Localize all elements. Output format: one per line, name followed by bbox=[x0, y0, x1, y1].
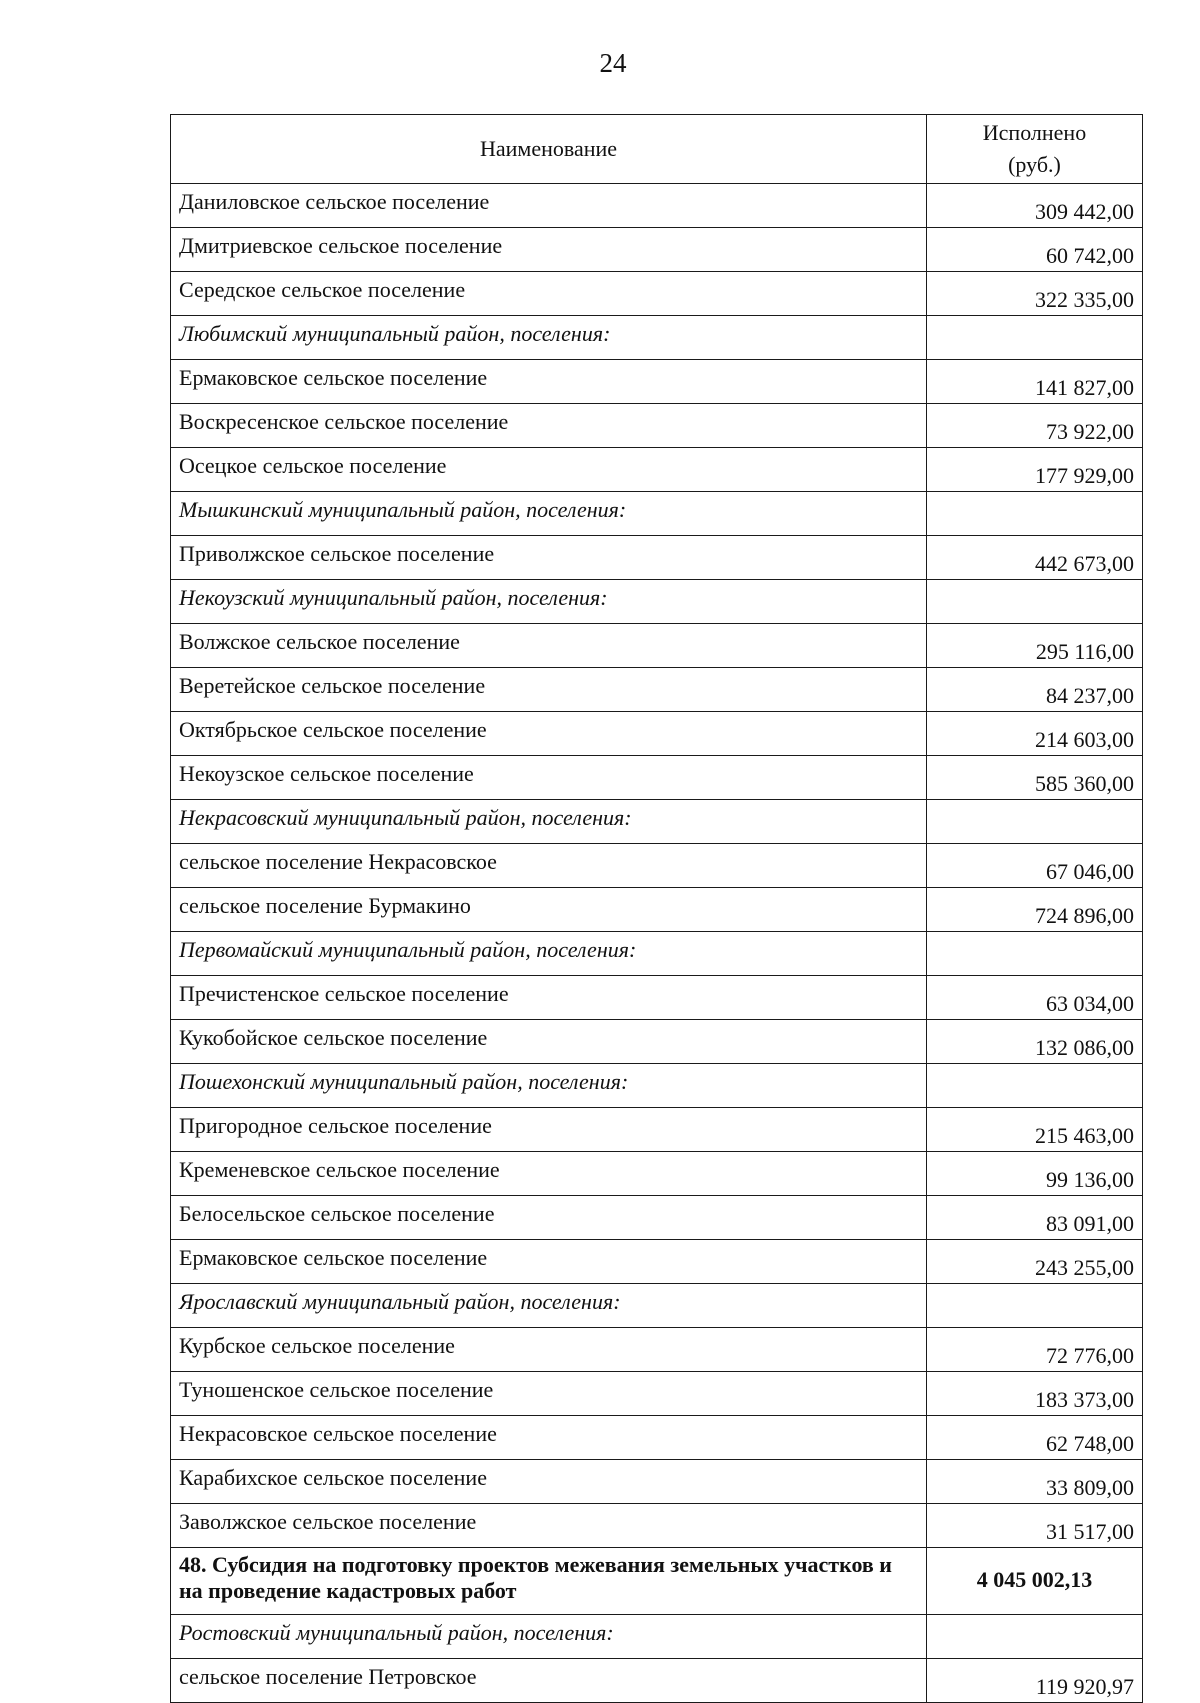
amount-cell: 62 748,00 bbox=[927, 1416, 1143, 1460]
district-name-cell: Первомайский муниципальный район, поселения: bbox=[171, 932, 927, 976]
table-row bbox=[171, 1152, 1143, 1196]
amount-cell bbox=[927, 1284, 1143, 1328]
table-row bbox=[171, 1659, 1143, 1703]
amount-cell: 724 896,00 bbox=[927, 888, 1143, 932]
amount-cell: 73 922,00 bbox=[927, 404, 1143, 448]
table-row bbox=[171, 1460, 1143, 1504]
district-heading-row bbox=[171, 492, 1143, 536]
settlement-name-cell: Середское сельское поселение bbox=[171, 272, 927, 316]
table-row bbox=[171, 1108, 1143, 1152]
table-row bbox=[171, 668, 1143, 712]
district-name-cell: Ростовский муниципальный район, поселения: bbox=[171, 1615, 927, 1659]
table-row bbox=[171, 1416, 1143, 1460]
table-row bbox=[171, 1504, 1143, 1548]
amount-cell: 322 335,00 bbox=[927, 272, 1143, 316]
page-number: 24 bbox=[599, 48, 627, 78]
settlement-name-cell: Воскресенское сельское поселение bbox=[171, 404, 927, 448]
settlement-name-cell: Ермаковское сельское поселение bbox=[171, 1240, 927, 1284]
settlement-name-cell: Пригородное сельское поселение bbox=[171, 1108, 927, 1152]
settlement-name-cell: Пречистенское сельское поселение bbox=[171, 976, 927, 1020]
settlement-name-cell: Туношенское сельское поселение bbox=[171, 1372, 927, 1416]
amount-cell: 442 673,00 bbox=[927, 536, 1143, 580]
settlement-name-cell: Карабихское сельское поселение bbox=[171, 1460, 927, 1504]
settlement-name-cell: Белосельское сельское поселение bbox=[171, 1196, 927, 1240]
table-row bbox=[171, 360, 1143, 404]
amount-cell: 215 463,00 bbox=[927, 1108, 1143, 1152]
table-row bbox=[171, 1196, 1143, 1240]
amount-cell bbox=[927, 492, 1143, 536]
column-header-executed bbox=[927, 115, 1143, 184]
column-header-name: Наименование bbox=[171, 115, 927, 184]
amount-cell: 33 809,00 bbox=[927, 1460, 1143, 1504]
settlement-name-cell: Кременевское сельское поселение bbox=[171, 1152, 927, 1196]
amount-cell: 214 603,00 bbox=[927, 712, 1143, 756]
settlement-name-cell: Приволжское сельское поселение bbox=[171, 536, 927, 580]
table-row bbox=[171, 272, 1143, 316]
table-row bbox=[171, 448, 1143, 492]
amount-cell bbox=[927, 1064, 1143, 1108]
table-row bbox=[171, 712, 1143, 756]
table-header-row bbox=[171, 115, 1143, 184]
district-name-cell: Мышкинский муниципальный район, поселения: bbox=[171, 492, 927, 536]
table-row bbox=[171, 228, 1143, 272]
amount-cell: 177 929,00 bbox=[927, 448, 1143, 492]
amount-cell: 309 442,00 bbox=[927, 184, 1143, 228]
amount-cell: 31 517,00 bbox=[927, 1504, 1143, 1548]
district-heading-row bbox=[171, 580, 1143, 624]
subsidy-heading-row bbox=[171, 1548, 1143, 1615]
settlement-name-cell: Волжское сельское поселение bbox=[171, 624, 927, 668]
district-name-cell: Любимский муниципальный район, поселения: bbox=[171, 316, 927, 360]
table-row bbox=[171, 1328, 1143, 1372]
amount-cell: 132 086,00 bbox=[927, 1020, 1143, 1064]
amount-cell: 99 136,00 bbox=[927, 1152, 1143, 1196]
table-row bbox=[171, 976, 1143, 1020]
table-row bbox=[171, 624, 1143, 668]
amount-cell bbox=[927, 932, 1143, 976]
amount-cell: 72 776,00 bbox=[927, 1328, 1143, 1372]
amount-cell bbox=[927, 580, 1143, 624]
settlement-name-cell: Октябрьское сельское поселение bbox=[171, 712, 927, 756]
table-row bbox=[171, 888, 1143, 932]
amount-cell: 84 237,00 bbox=[927, 668, 1143, 712]
subsidy-name-cell: 48. Субсидия на подготовку проектов межевания земельных участков и на проведение кадастровых работ bbox=[171, 1548, 927, 1615]
amount-cell: 60 742,00 bbox=[927, 228, 1143, 272]
amount-cell: 243 255,00 bbox=[927, 1240, 1143, 1284]
table-row bbox=[171, 844, 1143, 888]
settlement-name-cell: Курбское сельское поселение bbox=[171, 1328, 927, 1372]
amount-cell bbox=[927, 800, 1143, 844]
settlement-name-cell: Веретейское сельское поселение bbox=[171, 668, 927, 712]
settlement-name-cell: Заволжское сельское поселение bbox=[171, 1504, 927, 1548]
subsidy-total-cell: 4 045 002,13 bbox=[927, 1548, 1143, 1615]
district-heading-row bbox=[171, 932, 1143, 976]
table-body bbox=[171, 184, 1143, 1703]
table-row bbox=[171, 1240, 1143, 1284]
amount-cell: 141 827,00 bbox=[927, 360, 1143, 404]
amount-cell: 83 091,00 bbox=[927, 1196, 1143, 1240]
settlement-name-cell: Осецкое сельское поселение bbox=[171, 448, 927, 492]
table-row bbox=[171, 184, 1143, 228]
district-name-cell: Некоузский муниципальный район, поселения: bbox=[171, 580, 927, 624]
budget-execution-table bbox=[170, 114, 1143, 1703]
district-heading-row bbox=[171, 316, 1143, 360]
settlement-name-cell: Некрасовское сельское поселение bbox=[171, 1416, 927, 1460]
amount-cell: 183 373,00 bbox=[927, 1372, 1143, 1416]
amount-cell: 63 034,00 bbox=[927, 976, 1143, 1020]
settlement-name-cell: Кукобойское сельское поселение bbox=[171, 1020, 927, 1064]
district-heading-row bbox=[171, 1064, 1143, 1108]
column-header-executed-line2: (руб.) bbox=[1008, 152, 1061, 177]
settlement-name-cell: Дмитриевское сельское поселение bbox=[171, 228, 927, 272]
table-row bbox=[171, 404, 1143, 448]
table-row bbox=[171, 1020, 1143, 1064]
amount-cell: 585 360,00 bbox=[927, 756, 1143, 800]
settlement-name-cell: сельское поселение Бурмакино bbox=[171, 888, 927, 932]
table-row bbox=[171, 1372, 1143, 1416]
settlement-name-cell: Ермаковское сельское поселение bbox=[171, 360, 927, 404]
amount-cell: 295 116,00 bbox=[927, 624, 1143, 668]
district-heading-row bbox=[171, 800, 1143, 844]
settlement-name-cell: сельское поселение Некрасовское bbox=[171, 844, 927, 888]
settlement-name-cell: Даниловское сельское поселение bbox=[171, 184, 927, 228]
district-heading-row bbox=[171, 1615, 1143, 1659]
table-row bbox=[171, 536, 1143, 580]
district-heading-row bbox=[171, 1284, 1143, 1328]
amount-cell: 119 920,97 bbox=[927, 1659, 1143, 1703]
column-header-executed-line1: Исполнено bbox=[982, 120, 1087, 145]
amount-cell bbox=[927, 316, 1143, 360]
amount-cell bbox=[927, 1615, 1143, 1659]
district-name-cell: Ярославский муниципальный район, поселения: bbox=[171, 1284, 927, 1328]
settlement-name-cell: Некоузское сельское поселение bbox=[171, 756, 927, 800]
settlement-name-cell: сельское поселение Петровское bbox=[171, 1659, 927, 1703]
amount-cell: 67 046,00 bbox=[927, 844, 1143, 888]
district-name-cell: Пошехонский муниципальный район, поселения: bbox=[171, 1064, 927, 1108]
table-row bbox=[171, 756, 1143, 800]
district-name-cell: Некрасовский муниципальный район, поселения: bbox=[171, 800, 927, 844]
